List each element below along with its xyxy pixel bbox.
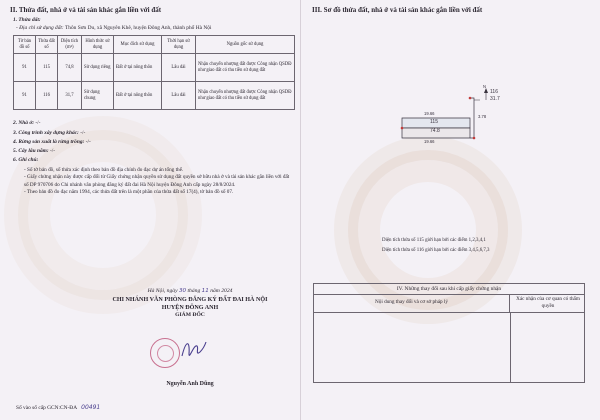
legend-parcel-116: Diện tích thửa số 116 giới hạn bởi các điểm 3,4,5,6,7,3 [382, 248, 490, 253]
col-origin: Nguồn gốc sử dụng [196, 36, 295, 54]
changes-divider [510, 313, 511, 382]
parcel-115-label: 115 [430, 119, 438, 125]
signature-mark [180, 336, 208, 364]
land-heading: 1. Thửa đất: [13, 17, 41, 23]
forest-label: 4. Rừng sản xuất là rừng trồng: [13, 139, 85, 145]
parcel-table-header [14, 36, 295, 54]
col-area: Diện tích (m²) [58, 36, 82, 54]
changes-title: IV. Những thay đổi sau khi cấp giấy chứng nhận [314, 284, 584, 295]
col-use-form: Hình thức sử dụng [82, 36, 114, 54]
date-day: 30 [178, 288, 187, 294]
dim-top: 19.66 [424, 111, 435, 116]
house-label: 2. Nhà ở: [13, 120, 35, 126]
note-item: - Số tờ bản đồ, số thửa xác định theo bản đồ địa chính đo đạc dự án tổng thể. [24, 167, 184, 173]
official-stamp [150, 338, 180, 368]
signature-block [90, 288, 290, 320]
cell-purpose: Đất ở tại nông thôn [114, 54, 162, 82]
parcel-outline [394, 86, 504, 146]
col-map-sheet: Tờ bản đồ số [14, 36, 36, 54]
date-month-prefix: tháng [187, 288, 201, 294]
changes-col-confirmation: Xác nhận của cơ quan có thẩm quyền [516, 296, 580, 309]
parcel-map [394, 86, 504, 146]
cell-use-form: Sử dụng chung [82, 82, 114, 110]
section-ii-title: II. Thửa đất, nhà ở và tài sản khác gắn liền với đất [10, 6, 162, 14]
house-line [13, 120, 40, 127]
note-item: - Giấy chứng nhận này được cấp đổi từ Giấy chứng nhận quyền sử dụng đất quyền sở hữu nhà ở và tài sản khác gắn liền với đất số DP 970706 do Chi nhánh văn phòng đăng ký đất đai Hà Nội huyện Đông Anh cấp ngày 28/8/2024. [24, 174, 290, 188]
cell-area: 31,7 [58, 82, 82, 110]
col-purpose: Mục đích sử dụng [114, 36, 162, 54]
date-month: 11 [201, 288, 209, 294]
cell-term: Lâu dài [162, 82, 196, 110]
serial-line [16, 404, 100, 411]
construction-line [13, 130, 85, 137]
serial-number: 00491 [81, 404, 101, 411]
dim-side: 3.78 [478, 114, 487, 119]
changes-table [313, 283, 585, 383]
issue-date [90, 288, 290, 296]
cell-area: 74,8 [58, 54, 82, 82]
cell-use-form: Sử dụng riêng [82, 54, 114, 82]
parcel-116-area: 31.7 [490, 96, 500, 102]
north-label: N [483, 84, 487, 89]
trees-line [13, 148, 55, 155]
page-fold [300, 0, 301, 420]
dim-bottom: 19.66 [424, 139, 435, 144]
cell-purpose: Đất ở tại nông thôn [114, 82, 162, 110]
parcel-116-label: 116 [490, 89, 498, 95]
table-row [14, 82, 295, 110]
address-label: - Địa chỉ sử dụng đất: [16, 25, 64, 31]
cell-origin: Nhận chuyển nhượng đất được Công nhận QSDĐ như giao đất có thu tiền sử dụng đất [196, 54, 295, 82]
serial-label: Số vào sổ cấp GCN:CN-ĐA [16, 405, 77, 411]
trees-label: 5. Cây lâu năm: [13, 148, 49, 154]
house-value: -/- [35, 120, 41, 126]
legend-parcel-115: Diện tích thửa số 115 giới hạn bởi các điểm 1,2,3,4,1 [382, 238, 486, 243]
agency-line-1: CHI NHÁNH VĂN PHÒNG ĐĂNG KÝ ĐẤT ĐAI HÀ NỘI [112, 296, 268, 303]
cell-parcel-no: 116 [36, 82, 58, 110]
changes-header [314, 295, 584, 313]
address-line [16, 25, 211, 32]
forest-line [13, 139, 91, 146]
notes-heading: 6. Ghi chú: [13, 157, 39, 163]
address-value: Thôn Sơn Du, xã Nguyên Khê, huyện Đông Anh, thành phố Hà Nội [64, 25, 212, 31]
director-title: GIÁM ĐỐC [175, 311, 205, 318]
signer-name: Nguyễn Anh Dũng [166, 381, 214, 387]
trees-value: -/- [50, 148, 56, 154]
date-year: năm 2024 [210, 288, 233, 294]
agency-line-2: HUYỆN ĐÔNG ANH [161, 304, 219, 311]
note-item: - Theo bản đồ đo đạc năm 1994, các thửa đất trên là một phần của thửa đất số 17(4), tờ bản đồ số 07. [24, 188, 234, 195]
cell-map-sheet: 91 [14, 82, 36, 110]
forest-value: -/- [85, 139, 91, 145]
date-prefix: Hà Nội, ngày [147, 288, 178, 294]
notes-list [24, 167, 292, 196]
cell-parcel-no: 115 [36, 54, 58, 82]
cell-map-sheet: 91 [14, 54, 36, 82]
construction-value: -/- [80, 130, 86, 136]
changes-col-content: Nội dung thay đổi và cơ sở pháp lý [314, 295, 510, 313]
cell-term: Lâu dài [162, 54, 196, 82]
parcel-table [13, 35, 295, 110]
parcel-115-area: 74.8 [430, 128, 440, 134]
section-iii-title: III. Sơ đồ thửa đất, nhà ở và tài sản khác gắn liền với đất [312, 6, 483, 14]
col-term: Thời hạn sử dụng [162, 36, 196, 54]
table-row [14, 54, 295, 82]
drum-watermark-left [18, 130, 188, 300]
construction-label: 3. Công trình xây dựng khác: [13, 130, 79, 136]
col-parcel-no: Thửa đất số [36, 36, 58, 54]
cell-origin: Nhận chuyển nhượng đất được Công nhận QSDĐ như giao đất có thu tiền sử dụng đất [196, 82, 295, 110]
